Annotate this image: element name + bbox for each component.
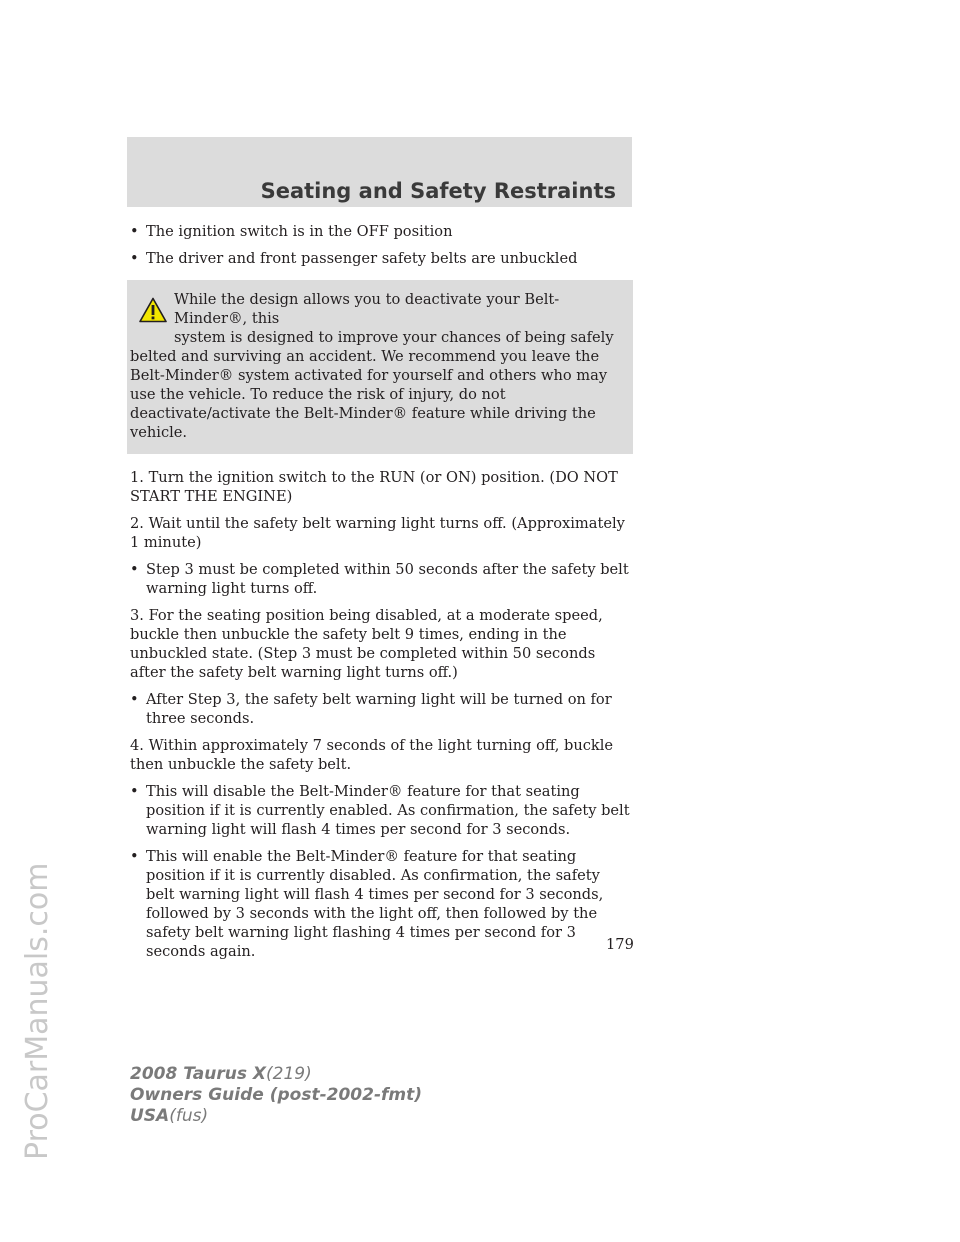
list-item <box>130 222 630 241</box>
warning-text-line: system is designed to improve your chances of being safely <box>174 329 614 346</box>
warning-text: belted and surviving an accident. We recommend you leave the Belt-Minder® system activated for yourself and others who may use the vehicle. To reduce the risk of injury, do not deactivate/activate the Belt-Minder® feature while driving the vehicle. <box>130 348 608 441</box>
list-item <box>130 847 630 961</box>
section-header-band <box>127 137 632 207</box>
bullet-symbol: • <box>130 691 139 708</box>
step-paragraph: 2. Wait until the safety belt warning light turns off. (Approximately 1 minute) <box>130 515 625 551</box>
footer-guide: Owners Guide (post-2002-fmt) <box>130 1085 423 1105</box>
bullet-symbol: • <box>130 223 139 240</box>
footer-code: (219) <box>266 1064 312 1084</box>
footer-line <box>130 1085 422 1106</box>
page-number: 179 <box>606 936 634 953</box>
warning-text-line: While the design allows you to deactivate your Belt-Minder®, this <box>174 291 560 327</box>
section-title: Seating and Safety Restraints <box>260 179 616 203</box>
footer-model: 2008 Taurus X <box>130 1064 267 1084</box>
footer-market: USA <box>130 1106 170 1126</box>
bullet-text: After Step 3, the safety belt warning light will be turned on for three seconds. <box>146 691 612 727</box>
bullet-symbol: • <box>130 561 139 578</box>
bullet-text: This will disable the Belt-Minder® feature for that seating position if it is currently enabled. As confirmation, the safety belt warning light will flash 4 times per second for 3 seconds. <box>146 783 630 838</box>
bullet-text: The ignition switch is in the OFF position <box>146 223 453 240</box>
footer-market-code: (fus) <box>169 1106 209 1126</box>
watermark: ProCarManuals.com <box>20 862 55 1160</box>
bullet-symbol: • <box>130 250 139 267</box>
list-item <box>130 690 630 728</box>
page-content <box>130 222 630 969</box>
bullet-symbol: • <box>130 783 139 800</box>
warning-box <box>127 280 633 454</box>
bullet-text: This will enable the Belt-Minder® feature for that seating position if it is currently disabled. As confirmation, the safety belt warning light will flash 4 times per second for 3 seconds, followed by 3 seconds with the light off, then followed by the safety belt warning light flashing 4 times per second for 3 seconds again. <box>146 848 604 960</box>
bullet-text: Step 3 must be completed within 50 seconds after the safety belt warning light turns off. <box>146 561 629 597</box>
step-paragraph: 3. For the seating position being disabled, at a moderate speed, buckle then unbuckle the safety belt 9 times, ending in the unbuckled state. (Step 3 must be completed within 50 seconds after the safety belt warning light turns off.) <box>130 607 603 681</box>
list-item <box>130 782 630 839</box>
footer-info <box>130 1064 422 1127</box>
step-paragraph: 4. Within approximately 7 seconds of the light turning off, buckle then unbuckle the safety belt. <box>130 737 614 773</box>
list-item <box>130 249 630 268</box>
bullet-text: The driver and front passenger safety belts are unbuckled <box>146 250 578 267</box>
bullet-symbol: • <box>130 848 139 865</box>
warning-triangle-icon <box>139 297 167 323</box>
footer-line <box>130 1064 422 1085</box>
step-paragraph: 1. Turn the ignition switch to the RUN (or ON) position. (DO NOT START THE ENGINE) <box>130 469 618 505</box>
list-item <box>130 560 630 598</box>
footer-line <box>130 1106 422 1127</box>
